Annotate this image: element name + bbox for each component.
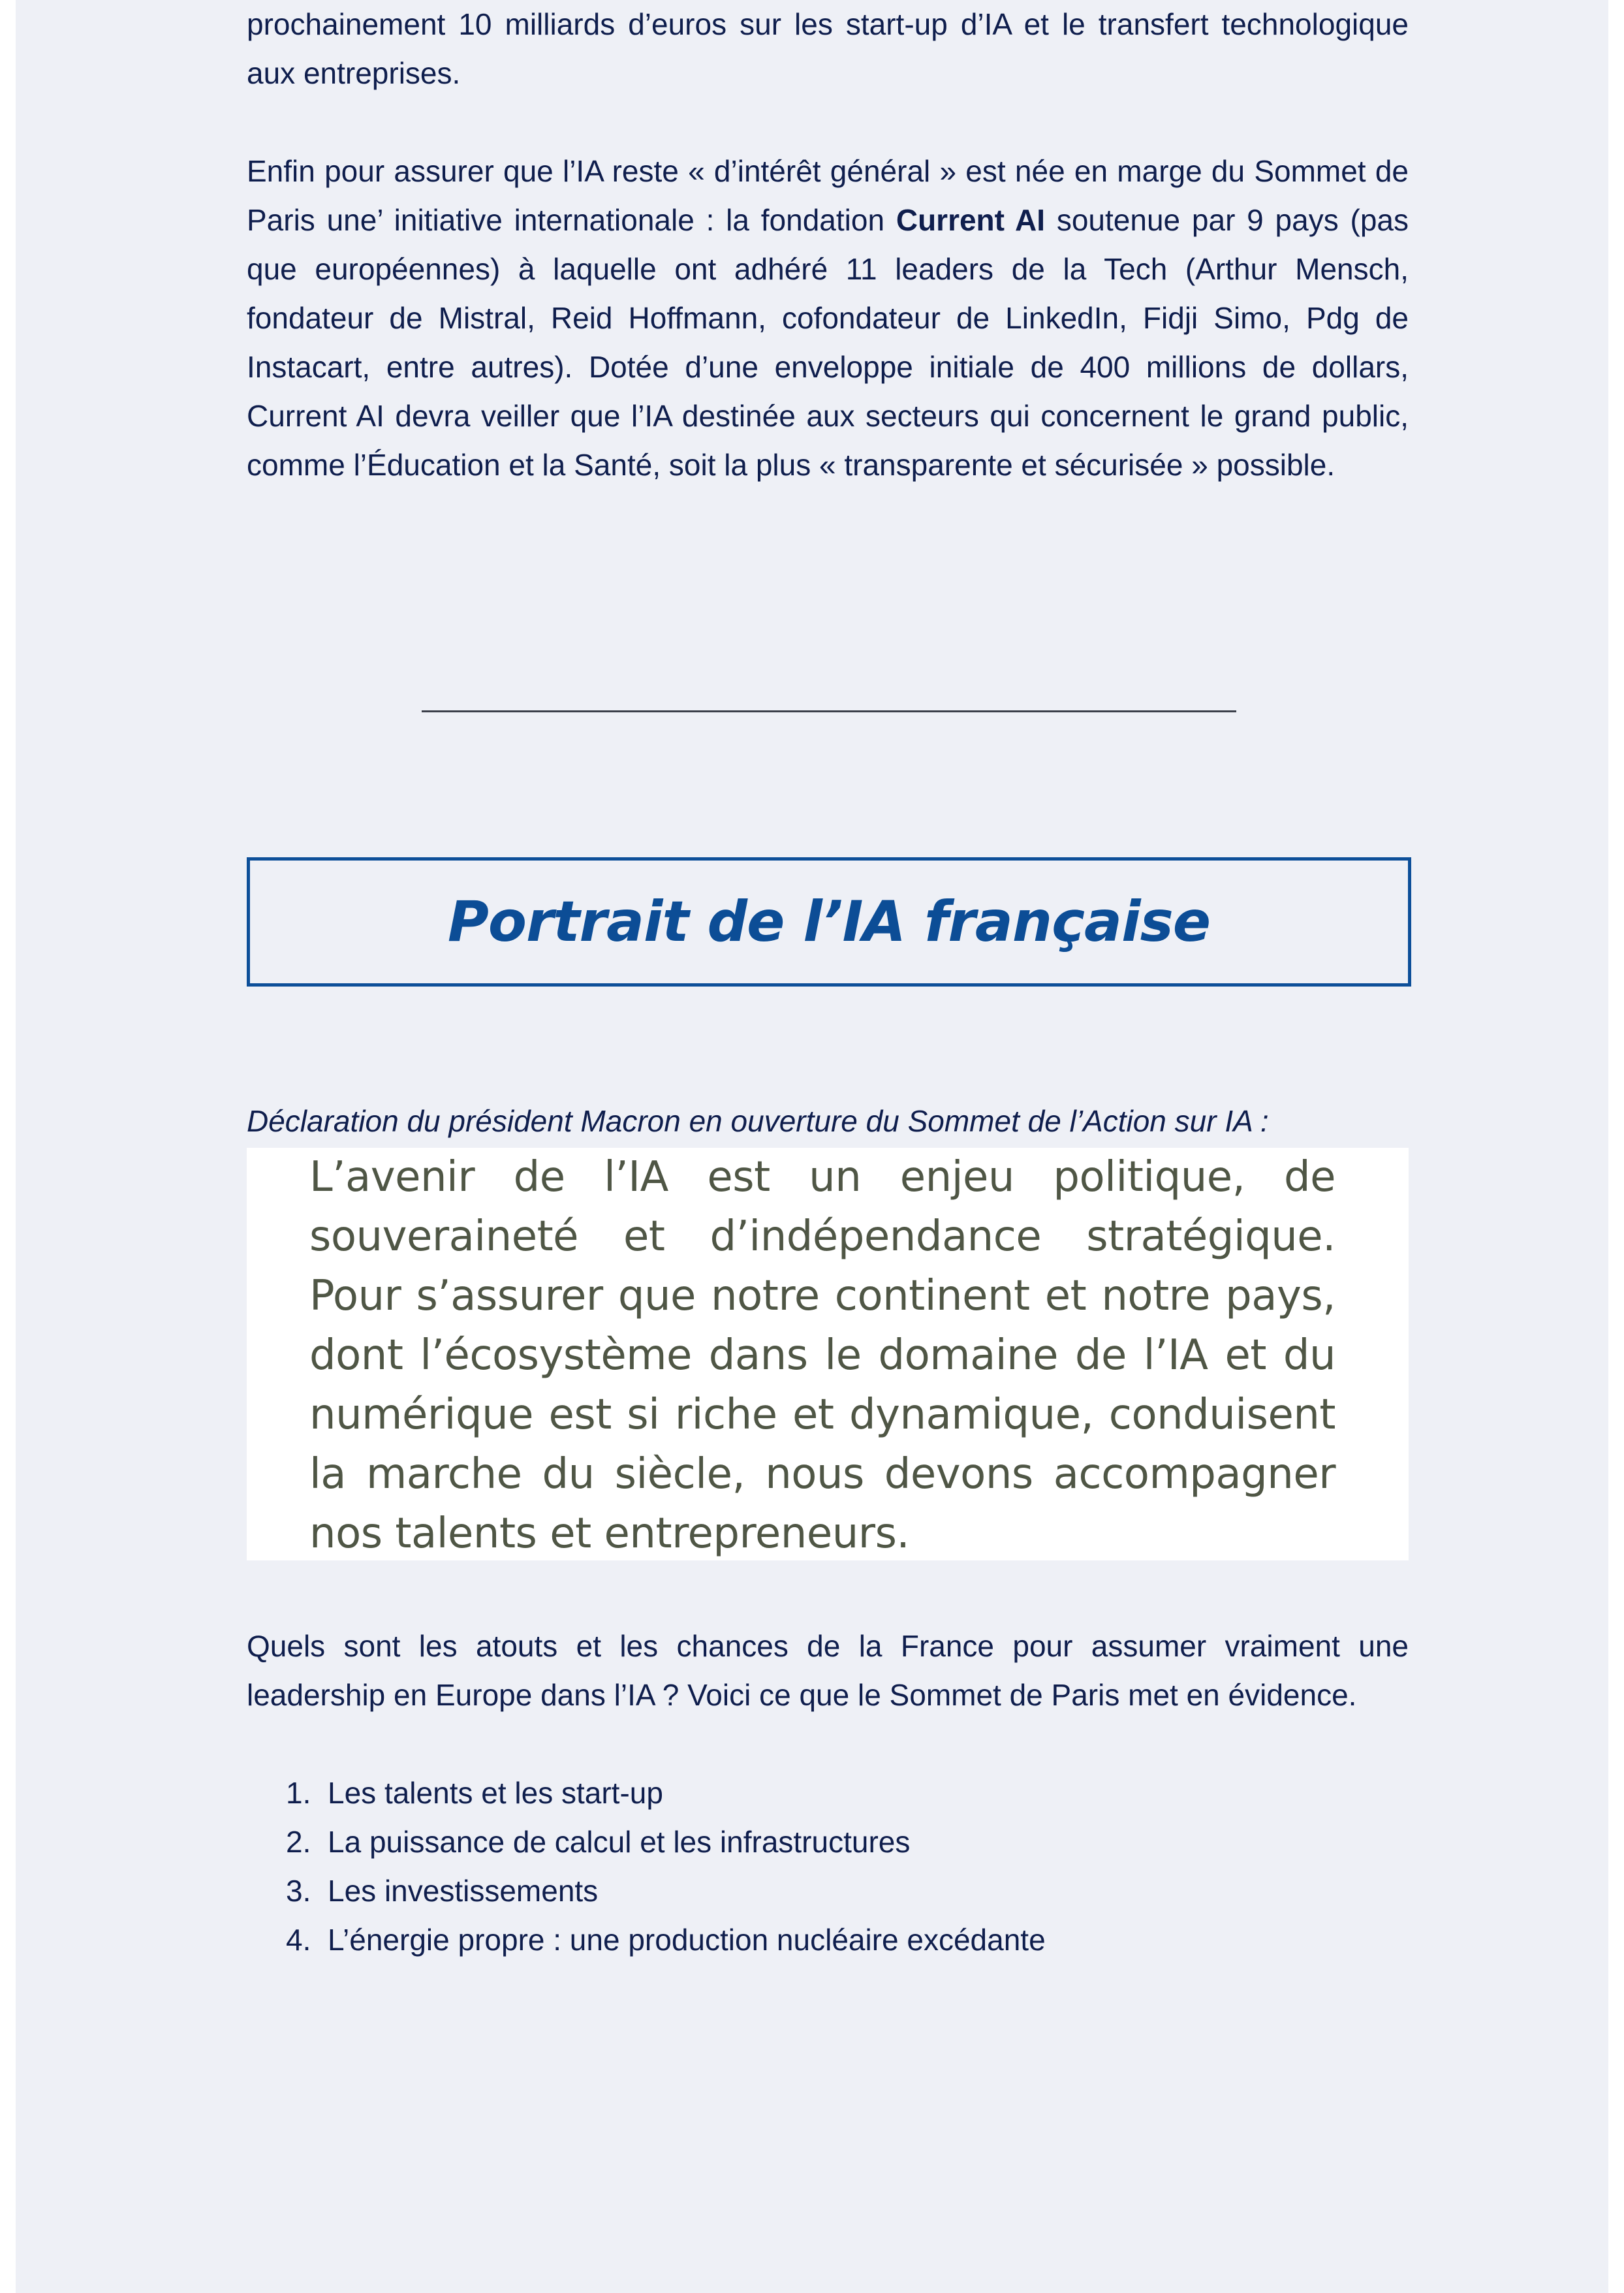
current-ai-paragraph-block [247,147,1409,490]
question-paragraph: Quels sont les atouts et les chances de la France pour assumer vraiment une leadership en Europe dans l’IA ? Voici ce que le Sommet de Paris met en évidence. [247,1629,1409,1712]
list-item-number: 2. [286,1825,311,1859]
intro-paragraph: prochainement 10 milliards d’euros sur les start-up d’IA et le transfert technologique aux entreprises. [247,7,1409,90]
list-item-label: L’énergie propre : une production nucléaire excédante [328,1923,1046,1957]
section-title-box [247,857,1411,987]
list-item-label: Les investissements [328,1874,599,1908]
current-ai-text-before: Enfin pour assurer que l’IA reste « d’intérêt général » est née en marge du Sommet de Paris une’ initiative internationale : la fondation [247,154,1409,237]
quote-text: L’avenir de l’IA est un enjeu politique, de souveraineté et d’indépendance stratégique. Pour s’assurer que notre continent et notre pays, dont l’écosystème dans le domaine de l’IA et du numérique est si riche et dynamique, conduisent la marche du siècle, nous devons accompagner nos talents et entrepreneurs. [309,1153,1335,1558]
section-divider [422,710,1236,712]
list-item [247,1818,1046,1867]
list-item-label: Les talents et les start-up [328,1776,663,1810]
current-ai-name: Current AI [896,203,1046,237]
list-item [247,1867,1046,1916]
current-ai-text-after: soutenue par 9 pays (pas que européennes) à laquelle ont adhéré 11 leaders de la Tech (Arthur Mensch, fondateur de Mistral, Reid Hoffmann, cofondateur de LinkedIn, Fidji Simo, Pdg de Instacart, entre autres). Dotée d’une enveloppe initiale de 400 millions de dollars, Current AI devra veiller que l’IA destinée aux secteurs qui concernent le grand public, comme l’Éducation et la Santé, soit la plus « transparente et sécurisée » possible. [247,203,1409,482]
list-item-label: La puissance de calcul et les infrastructures [328,1825,911,1859]
current-ai-paragraph [247,147,1409,490]
declaration-caption: Déclaration du président Macron en ouverture du Sommet de l’Action sur IA : [247,1104,1269,1138]
section-title: Portrait de l’IA française [447,889,1211,955]
question-paragraph-block [247,1622,1409,1720]
list-item-number: 1. [286,1776,311,1810]
intro-paragraph-block [247,0,1409,98]
list-item-number: 3. [286,1874,311,1908]
list-item [247,1916,1046,1965]
document-page [16,0,1608,2293]
list-item-number: 4. [286,1923,311,1957]
quote-image [247,1148,1409,1560]
list-item [247,1769,1046,1818]
atouts-list [247,1769,1046,1965]
